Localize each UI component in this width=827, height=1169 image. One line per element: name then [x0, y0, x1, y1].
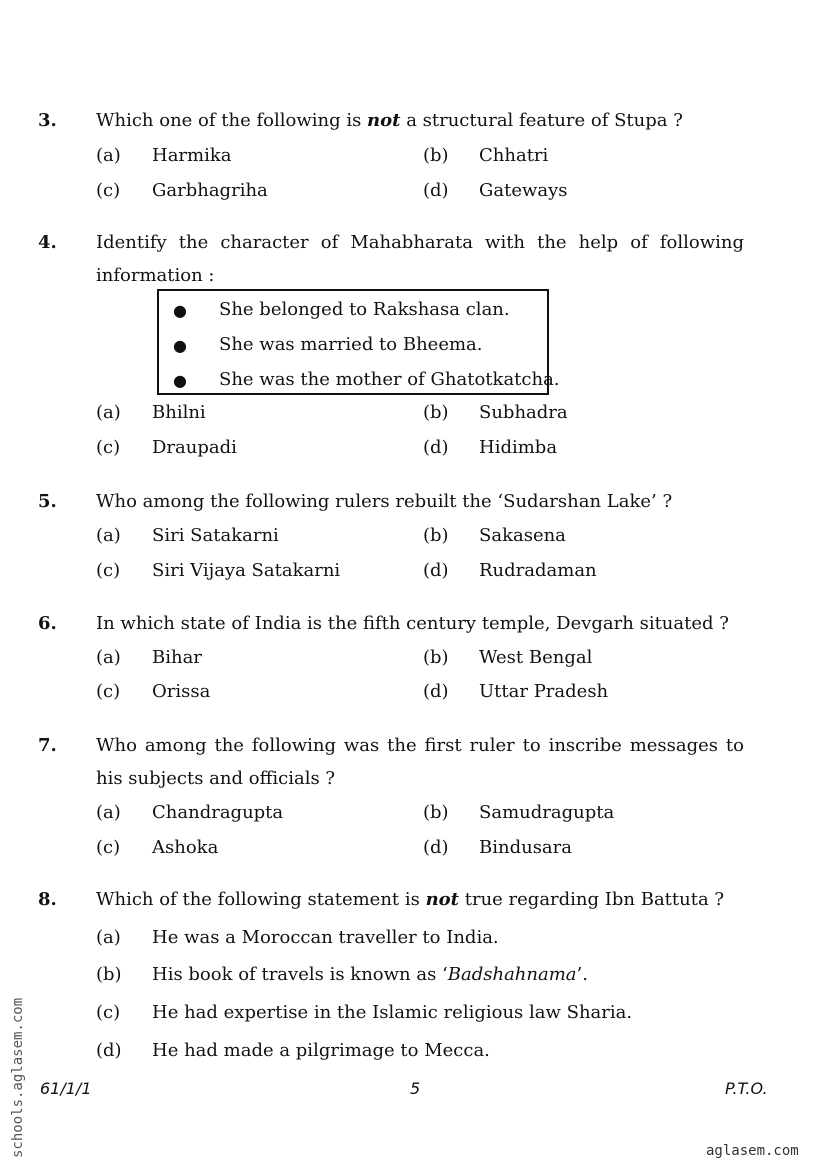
option-text: Sakasena — [479, 525, 566, 546]
option-label: (a) — [96, 145, 121, 166]
option-text: Bihar — [152, 647, 202, 668]
question-number: 4. — [38, 232, 57, 253]
option-text: Chhatri — [479, 145, 549, 166]
option-text: Harmika — [152, 145, 232, 166]
page-number: 5 — [410, 1079, 421, 1098]
question-number: 6. — [38, 613, 57, 634]
question-text: Identify the character of Mahabharata with the help of following information : — [96, 232, 744, 286]
option-label: (d) — [423, 560, 449, 581]
option-text: Bindusara — [479, 837, 572, 858]
hint-item: She belonged to Rakshasa clan. — [219, 299, 510, 320]
bullet-icon: ● — [173, 301, 187, 320]
option-text: Gateways — [479, 180, 568, 201]
option-label: (a) — [96, 647, 121, 668]
question-text: Who among the following rulers rebuilt the ‘Sudarshan Lake’ ? — [96, 491, 673, 512]
option-label: (c) — [96, 180, 121, 201]
option-label: (a) — [96, 525, 121, 546]
question-number: 5. — [38, 491, 57, 512]
hint-box — [157, 289, 560, 395]
option-label: (b) — [423, 145, 449, 166]
option-label: (d) — [96, 1040, 122, 1061]
book-title: Badshahnama — [447, 964, 577, 985]
corner-watermark: aglasem.com — [706, 1143, 799, 1159]
option-label: (a) — [96, 927, 121, 948]
bullet-icon: ● — [173, 336, 187, 355]
option-label: (b) — [423, 402, 449, 423]
option-label: (c) — [96, 681, 121, 702]
option-label: (b) — [423, 525, 449, 546]
option-text: His book of travels is known as ‘Badshahnama’. — [152, 964, 588, 985]
option-text: Siri Satakarni — [152, 525, 279, 546]
question-number: 3. — [38, 110, 57, 131]
option-label: (a) — [96, 402, 121, 423]
option-text: Hidimba — [479, 437, 558, 458]
option-text: Draupadi — [152, 437, 237, 458]
option-label: (b) — [96, 964, 122, 985]
option-text: Uttar Pradesh — [479, 681, 609, 702]
emphasis: not — [425, 889, 460, 910]
question-text: Which of the following statement is not true regarding Ibn Battuta ? — [96, 889, 725, 910]
option-text: He had expertise in the Islamic religious law Sharia. — [152, 1002, 633, 1023]
hint-item: She was married to Bheema. — [219, 334, 483, 355]
side-watermark: schools.aglasem.com — [10, 997, 26, 1158]
option-label: (d) — [423, 681, 449, 702]
option-text: Subhadra — [479, 402, 568, 423]
option-text: Ashoka — [152, 837, 219, 858]
option-text: He was a Moroccan traveller to India. — [152, 927, 499, 948]
option-label: (c) — [96, 1002, 121, 1023]
hint-item: She was the mother of Ghatotkatcha. — [219, 369, 560, 390]
option-label: (d) — [423, 180, 449, 201]
option-label: (b) — [423, 647, 449, 668]
question-text: In which state of India is the fifth century temple, Devgarh situated ? — [96, 613, 729, 634]
question-text: Who among the following was the first ruler to inscribe messages to his subjects and officials ? — [96, 735, 744, 789]
question-number: 8. — [38, 889, 57, 910]
option-label: (d) — [423, 837, 449, 858]
emphasis: not — [367, 110, 401, 131]
option-label: (c) — [96, 560, 121, 581]
question-number: 7. — [38, 735, 57, 756]
option-text: Siri Vijaya Satakarni — [152, 560, 341, 581]
option-text: Garbhagriha — [152, 180, 268, 201]
option-label: (a) — [96, 802, 121, 823]
option-text: West Bengal — [479, 647, 593, 668]
option-label: (b) — [423, 802, 449, 823]
bullet-icon: ● — [173, 371, 187, 390]
option-text: He had made a pilgrimage to Mecca. — [152, 1040, 490, 1061]
option-label: (d) — [423, 437, 449, 458]
pto-label: P.T.O. — [725, 1079, 768, 1098]
option-label: (c) — [96, 437, 121, 458]
option-text: Rudradaman — [479, 560, 597, 581]
question-text: Which one of the following is not a structural feature of Stupa ? — [96, 110, 683, 131]
option-text: Orissa — [152, 681, 211, 702]
option-text: Chandragupta — [152, 802, 284, 823]
option-text: Bhilni — [152, 402, 206, 423]
paper-code: 61/1/1 — [40, 1079, 92, 1098]
option-text: Samudragupta — [479, 802, 615, 823]
option-label: (c) — [96, 837, 121, 858]
